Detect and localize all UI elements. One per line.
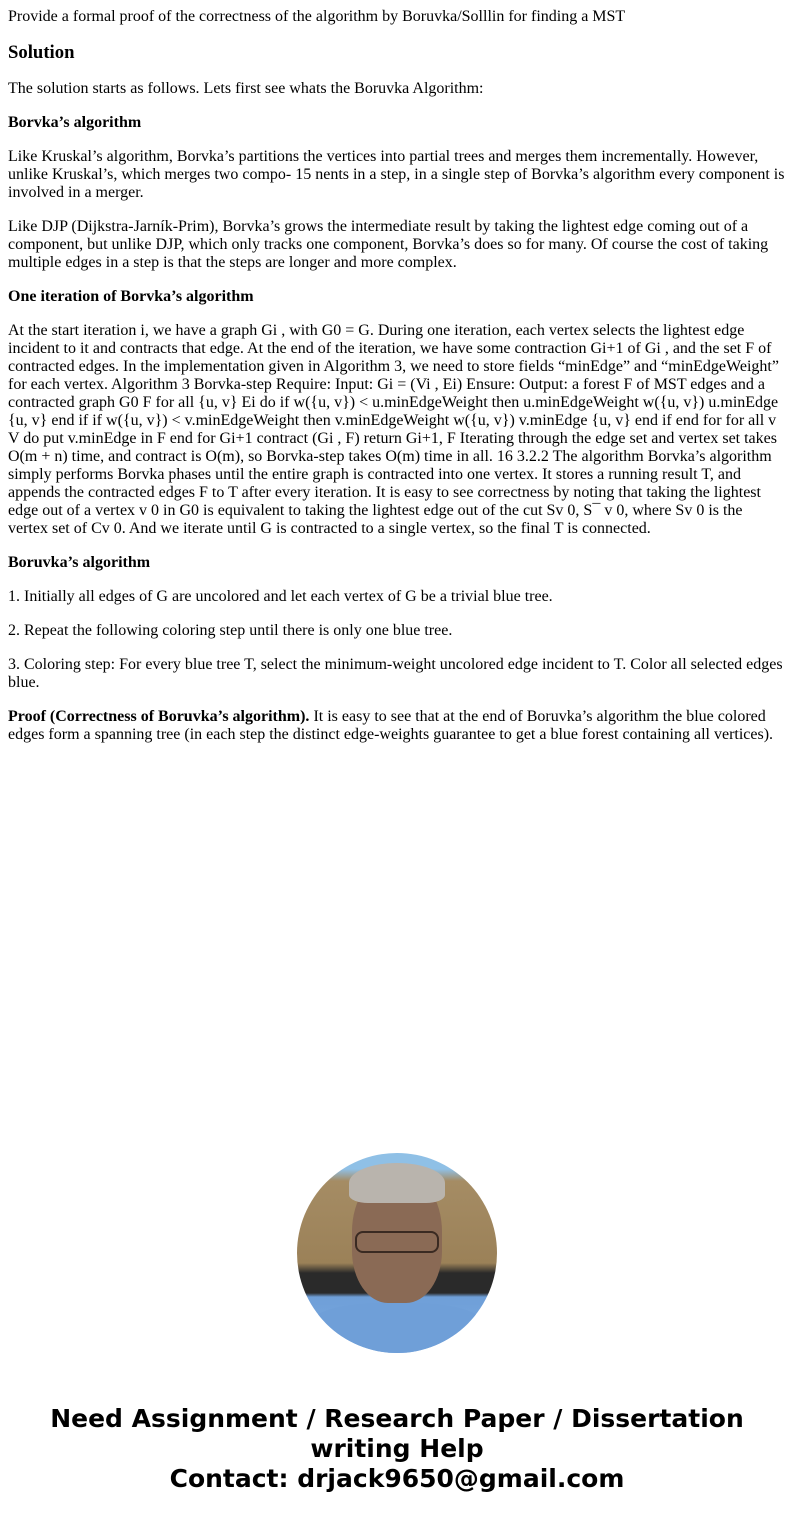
solution-heading: Solution <box>8 42 75 63</box>
step-3: 3. Coloring step: For every blue tree T, select the minimum-weight uncolored edge incident to T. Color all selected edges blue. <box>8 656 783 691</box>
footer-help-text: Need Assignment / Research Paper / Dissertation writing Help <box>50 1404 744 1463</box>
section-heading: Boruvka’s algorithm <box>8 554 151 571</box>
proof-text: It is easy to see that at the end of Boruvka’s algorithm the blue colored edges form a spanning tree (in each step the distinct edge-weights guarantee to get a blue forest containing all vertices). <box>8 708 774 743</box>
intro-paragraph: The solution starts as follows. Lets first see whats the Boruvka Algorithm: <box>8 80 484 97</box>
author-avatar <box>297 1153 497 1353</box>
step-2: 2. Repeat the following coloring step until there is only one blue tree. <box>8 622 453 639</box>
document-content <box>8 8 786 760</box>
question-text: Provide a formal proof of the correctness of the algorithm by Boruvka/Solllin for finding a MST <box>8 8 626 25</box>
section-heading: Borvka’s algorithm <box>8 114 142 131</box>
footer-contact: Contact: drjack9650@gmail.com <box>169 1464 625 1493</box>
paragraph: At the start iteration i, we have a graph Gi , with G0 = G. During one iteration, each vertex selects the lightest edge incident to it and contracts that edge. At the end of the iteration, we have some contraction Gi+1 of Gi , and the set F of contracted edges. In the implementation given in Algorithm 3, we need to store fields “minEdge” and “minEdgeWeight” for each vertex. Algorithm 3 Borvka-step Require: Input: Gi = (Vi , Ei) Ensure: Output: a forest F of MST edges and a contracted graph G0 F for all {u, v} Ei do if w({u, v}) < u.minEdgeWeight then u.minEdgeWeight w({u, v}) u.minEdge {u, v} end if if w({u, v}) < v.minEdgeWeight then v.minEdgeWeight w({u, v}) v.minEdge {u, v} end if end for for all v V do put v.minEdge in F end for Gi+1 contract (Gi , F) return Gi+1, F Iterating through the edge set and vertex set takes O(m + n) time, and contract is O(m), so Borvka-step takes O(m) time in all. 16 3.2.2 The algorithm Borvka’s algorithm simply performs Borvka phases until the entire graph is contracted into one vertex. It stores a running result T, and appends the contracted edges F to T after every iteration. It is easy to see correctness by noting that taking the lightest edge out of a vertex v 0 in G0 is equivalent to taking the lightest edge out of the cut Sv 0, S¯ v 0, where Sv 0 is the vertex set of Cv 0. And we iterate until G is contracted to a single vertex, so the final T is connected. <box>8 322 779 537</box>
paragraph: Like Kruskal’s algorithm, Borvka’s partitions the vertices into partial trees and merges them incrementally. However, unlike Kruskal’s, which merges two compo- 15 nents in a step, in a single step of Borvka’s algorithm every component is involved in a merger. <box>8 148 785 201</box>
paragraph: Like DJP (Dijkstra-Jarník-Prim), Borvka’s grows the intermediate result by taking the lightest edge coming out of a component, but unlike DJP, which only tracks one component, Borvka’s does so for many. Of course the cost of taking multiple edges in a step is that the steps are longer and more complex. <box>8 218 769 271</box>
section-heading: One iteration of Borvka’s algorithm <box>8 288 254 305</box>
proof-paragraph <box>8 708 786 744</box>
footer-banner <box>0 1404 794 1494</box>
step-1: 1. Initially all edges of G are uncolored and let each vertex of G be a trivial blue tree. <box>8 588 553 605</box>
proof-label: Proof (Correctness of Boruvka’s algorithm). <box>8 708 310 725</box>
